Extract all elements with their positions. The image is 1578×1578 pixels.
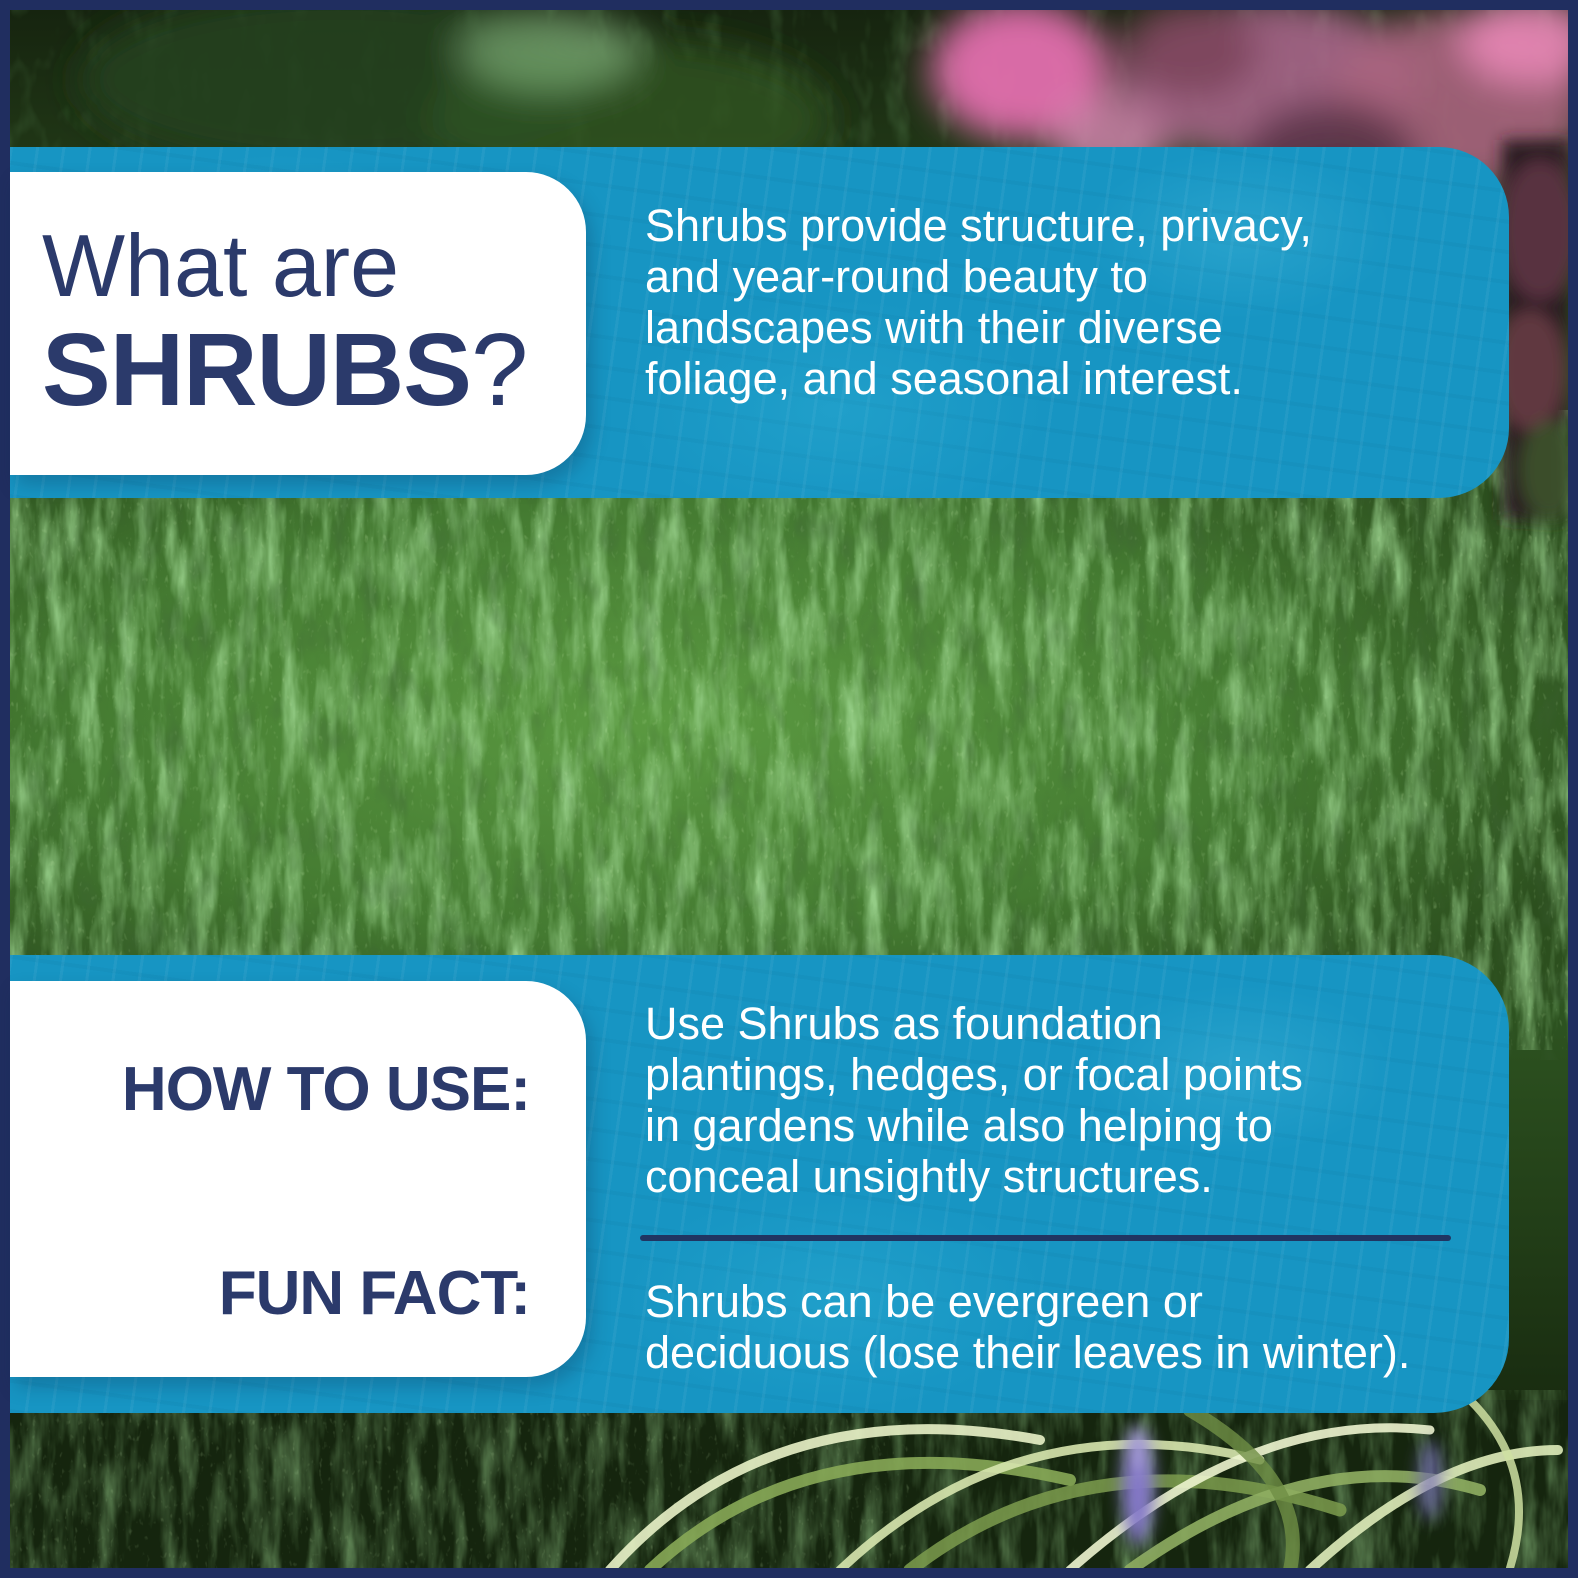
description-line: landscapes with their diverse (645, 302, 1223, 353)
fun-fact-paragraph (645, 1276, 1525, 1378)
shrubs-description-paragraph (645, 200, 1525, 404)
how-to-use-fun-fact-card (10, 981, 586, 1377)
how-to-use-line: Use Shrubs as foundation (645, 998, 1163, 1049)
title-shrubs-word: SHRUBS (42, 312, 471, 428)
fun-fact-label: FUN FACT: (218, 1259, 530, 1328)
how-to-use-line: plantings, hedges, or focal points (645, 1049, 1303, 1100)
how-to-use-paragraph (645, 998, 1525, 1202)
description-line: foliage, and seasonal interest. (645, 353, 1243, 404)
fun-fact-line: Shrubs can be evergreen or (645, 1276, 1203, 1327)
description-line: Shrubs provide structure, privacy, (645, 200, 1312, 251)
how-to-use-line: conceal unsightly structures. (645, 1151, 1213, 1202)
title-line-what-are: What are (42, 216, 400, 316)
what-are-shrubs-card (10, 172, 586, 475)
section-divider-line (640, 1235, 1451, 1241)
description-line: and year-round beauty to (645, 251, 1148, 302)
title-line-shrubs (42, 312, 586, 428)
title-question-mark: ? (470, 312, 529, 428)
how-to-use-line: in gardens while also helping to (645, 1100, 1273, 1151)
fun-fact-line: deciduous (lose their leaves in winter). (645, 1327, 1411, 1378)
how-to-use-label: HOW TO USE: (121, 1055, 530, 1124)
